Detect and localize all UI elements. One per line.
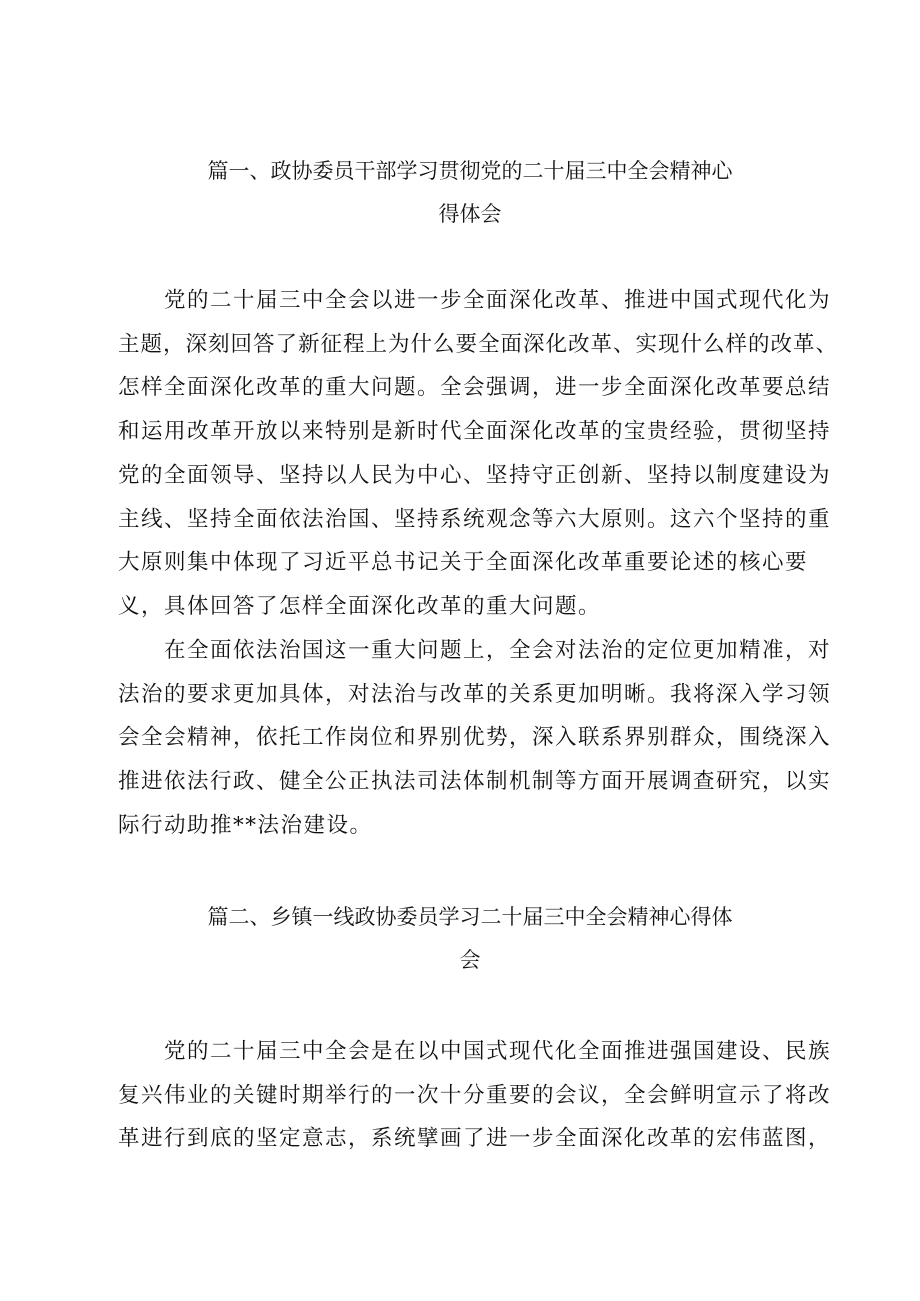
section2-title-line1: 篇二、乡镇一线政协委员学习二十届三中全会精神心得体 [207,905,733,929]
section2-title-line2: 会 [459,948,481,972]
paragraph-line: 推进依法行政、健全公正执法司法体制机制等方面开展调查研究，以实 [118,769,832,795]
section2-title [100,896,840,982]
paragraph-line: 革进行到底的坚定意志，系统擘画了进一步全面深化改革的宏伟蓝图， [118,1126,832,1152]
paragraph-line: 法治的要求更加具体，对法治与改革的关系更加明晰。我将深入学习领 [118,681,832,707]
paragraph-line: 党的二十届三中全会是在以中国式现代化全面推进强国建设、民族 [164,1039,832,1064]
paragraph-line: 和运用改革开放以来特别是新时代全面深化改革的宝贵经验，贯彻坚持 [118,419,832,445]
paragraph-line: 主题，深刻回答了新征程上为什么要全面深化改革、实现什么样的改革、 [118,331,839,357]
paragraph-line: 党的二十届三中全会以进一步全面深化改革、推进中国式现代化为 [164,288,832,313]
paragraph-line: 复兴伟业的关键时期举行的一次十分重要的会议，全会鲜明宣示了将改 [118,1082,832,1108]
paragraph-line: 大原则集中体现了习近平总书记关于全面深化改革重要论述的核心要 [118,550,809,576]
paragraph-line: 在全面依法治国这一重大问题上，全会对法治的定位更加精准，对 [164,638,832,663]
paragraph-line: 义，具体回答了怎样全面深化改革的重大问题。 [118,593,602,619]
paragraph-line: 会全会精神，依托工作岗位和界别优势，深入联系界别群众，围绕深入 [118,725,832,751]
paragraph-line: 党的全面领导、坚持以人民为中心、坚持守正创新、坚持以制度建设为 [118,462,832,488]
paragraph-line: 主线、坚持全面依法治国、坚持系统观念等六大原则。这六个坚持的重 [118,506,832,532]
paragraph-line: 怎样全面深化改革的重大问题。全会强调，进一步全面深化改革要总结 [118,375,832,401]
section2-paragraph1 [118,1030,838,1161]
section1-title-line2: 得体会 [438,202,502,226]
section1-title [100,150,840,236]
section1-paragraph2 [118,629,838,848]
paragraph-line: 际行动助推**法治建设。 [118,812,373,838]
section1-paragraph1 [118,279,838,629]
section1-title-line1: 篇一、政协委员干部学习贯彻党的二十届三中全会精神心 [207,159,733,183]
